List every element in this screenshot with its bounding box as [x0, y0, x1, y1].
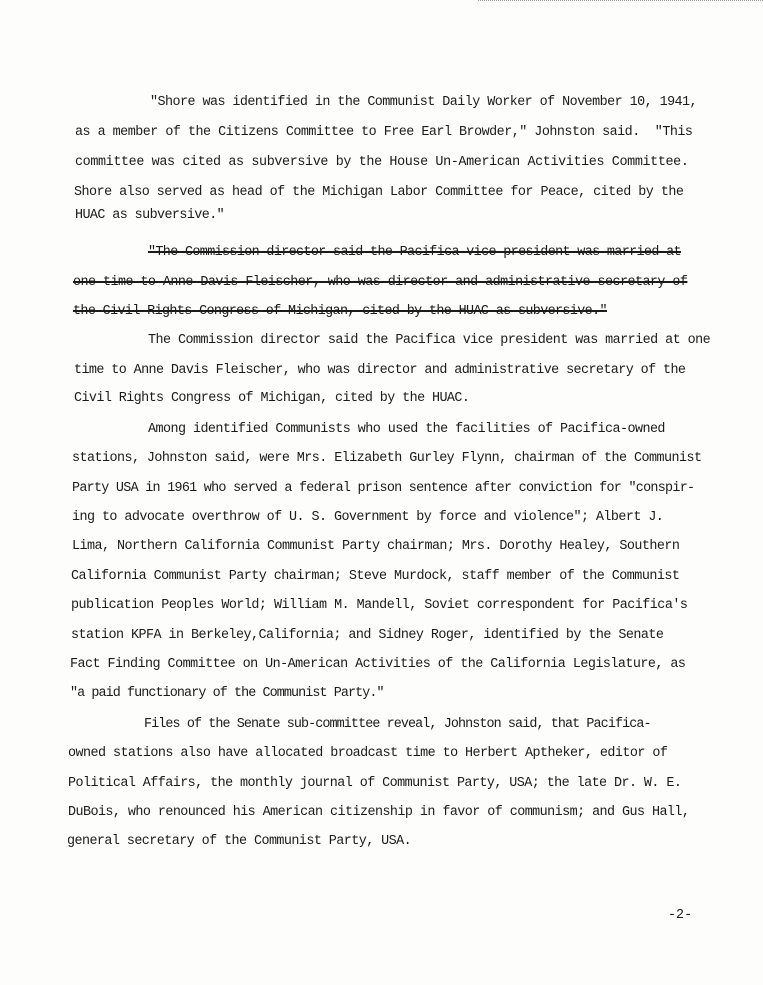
text-line: publication Peoples World; William M. Mandell, Soviet correspondent for Pacifica's: [71, 598, 688, 613]
text-line: HUAC as subversive.": [75, 208, 225, 223]
struck-text-line: one time to Anne Davis Fleischer, who was director and administrative secretary of: [73, 275, 688, 290]
text-line: Party USA in 1961 who served a federal prison sentence after conviction for "conspir-: [72, 481, 695, 496]
struck-text-line: "The Commission director said the Pacifica vice president was married at: [148, 245, 681, 260]
text-line: "a paid functionary of the Communist Party.": [70, 686, 384, 701]
text-line: ing to advocate overthrow of U. S. Government by force and violence"; Albert J.: [72, 510, 664, 525]
text-line: committee was cited as subversive by the House Un-American Activities Committee.: [75, 155, 689, 170]
text-line: Shore also served as head of the Michigan Labor Committee for Peace, cited by the: [74, 185, 684, 200]
text-line: Civil Rights Congress of Michigan, cited by the HUAC.: [74, 391, 470, 406]
text-line: Files of the Senate sub-committee reveal, Johnston said, that Pacifica-: [144, 717, 651, 732]
text-line: Among identified Communists who used the facilities of Pacifica-owned: [148, 422, 665, 437]
struck-text-line: the Civil Rights Congress of Michigan, cited by the HUAC as subversive.": [73, 304, 607, 319]
text-line: stations, Johnston said, were Mrs. Elizabeth Gurley Flynn, chairman of the Communist: [72, 451, 702, 466]
page-number: -2-: [668, 908, 693, 923]
text-line: owned stations also have allocated broadcast time to Herbert Aptheker, editor of: [68, 746, 668, 761]
text-line: Lima, Northern California Communist Party chairman; Mrs. Dorothy Healey, Southern: [72, 539, 680, 554]
text-line: "Shore was identified in the Communist Daily Worker of November 10, 1941,: [150, 95, 698, 110]
text-line: Fact Finding Committee on Un-American Activities of the California Legislature, as: [70, 657, 686, 672]
text-line: time to Anne Davis Fleischer, who was director and administrative secretary of the: [74, 363, 686, 378]
text-line: Political Affairs, the monthly journal of Communist Party, USA; the late Dr. W. E.: [68, 776, 682, 791]
text-line: station KPFA in Berkeley,California; and Sidney Roger, identified by the Senate: [71, 628, 664, 643]
text-line: The Commission director said the Pacifica vice president was married at one: [148, 333, 711, 348]
text-line: general secretary of the Communist Party, USA.: [67, 834, 412, 849]
text-line: DuBois, who renounced his American citizenship in favor of communism; and Gus Hall,: [68, 805, 690, 820]
text-line: as a member of the Citizens Committee to Free Earl Browder," Johnston said. "This: [75, 125, 693, 140]
text-line: California Communist Party chairman; Steve Murdock, staff member of the Communist: [71, 569, 680, 584]
page-top-edge: [478, 0, 763, 4]
